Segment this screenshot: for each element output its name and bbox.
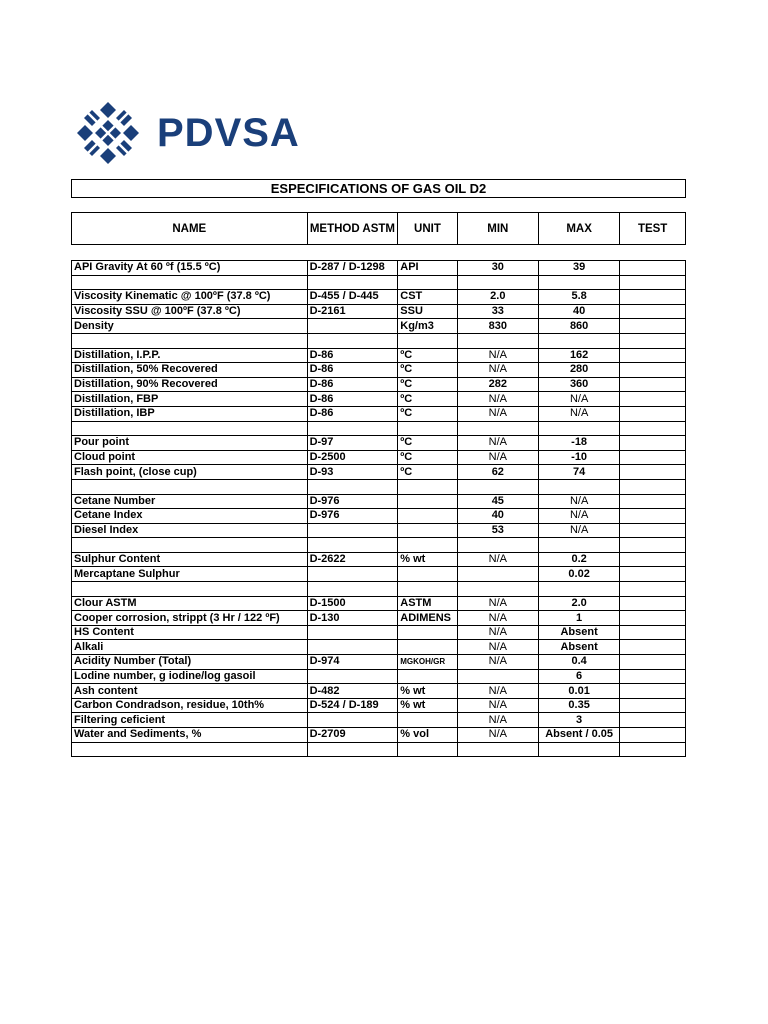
table-row	[72, 450, 686, 465]
cell-max: 0.02	[538, 567, 619, 582]
cell-max	[538, 742, 619, 757]
cell-unit: SSU	[398, 304, 457, 319]
cell-min: N/A	[457, 348, 538, 363]
cell-max: 1	[538, 611, 619, 626]
cell-max: N/A	[538, 406, 619, 421]
cell-max: Absent	[538, 640, 619, 655]
cell-name: Lodine number, g iodine/log gasoil	[72, 669, 308, 684]
cell-test	[620, 596, 686, 611]
cell-name: Density	[72, 319, 308, 334]
cell-max	[538, 333, 619, 348]
cell-unit: ºC	[398, 392, 457, 407]
cell-name: Cetane Index	[72, 509, 308, 524]
cell-name	[72, 333, 308, 348]
cell-test	[620, 567, 686, 582]
cell-min: N/A	[457, 684, 538, 699]
cell-unit	[398, 479, 457, 494]
cell-unit: ºC	[398, 348, 457, 363]
cell-test	[620, 421, 686, 436]
cell-max: -10	[538, 450, 619, 465]
cell-unit	[398, 421, 457, 436]
table-row	[72, 684, 686, 699]
table-row	[72, 421, 686, 436]
cell-name: Carbon Condradson, residue, 10th%	[72, 698, 308, 713]
cell-unit: ADIMENS	[398, 611, 457, 626]
table-row	[72, 567, 686, 582]
cell-min: N/A	[457, 436, 538, 451]
header-unit: UNIT	[398, 213, 457, 245]
cell-min: N/A	[457, 640, 538, 655]
cell-min	[457, 582, 538, 597]
table-row	[72, 640, 686, 655]
cell-name	[72, 479, 308, 494]
table-row	[72, 728, 686, 743]
cell-test	[620, 261, 686, 276]
cell-min: N/A	[457, 728, 538, 743]
header-table	[71, 212, 686, 245]
cell-unit: MGKOH/GR	[398, 655, 457, 670]
cell-min: 45	[457, 494, 538, 509]
pdvsa-emblem-icon	[77, 102, 139, 164]
cell-test	[620, 304, 686, 319]
cell-max: 0.4	[538, 655, 619, 670]
cell-min	[457, 421, 538, 436]
cell-name: Cloud point	[72, 450, 308, 465]
cell-min: 53	[457, 523, 538, 538]
cell-min: N/A	[457, 611, 538, 626]
cell-method: D-2161	[307, 304, 398, 319]
cell-unit	[398, 713, 457, 728]
cell-unit: ASTM	[398, 596, 457, 611]
cell-name: Cooper corrosion, strippt (3 Hr / 122 ºF)	[72, 611, 308, 626]
cell-name: Distillation, I.P.P.	[72, 348, 308, 363]
cell-method	[307, 538, 398, 553]
cell-max: 39	[538, 261, 619, 276]
cell-test	[620, 436, 686, 451]
cell-name: Distillation, IBP	[72, 406, 308, 421]
cell-method	[307, 275, 398, 290]
table-row	[72, 319, 686, 334]
cell-unit	[398, 523, 457, 538]
table-row	[72, 582, 686, 597]
cell-test	[620, 509, 686, 524]
table-row	[72, 509, 686, 524]
cell-name	[72, 538, 308, 553]
cell-method: D-86	[307, 348, 398, 363]
cell-unit	[398, 494, 457, 509]
header-max: MAX	[538, 213, 619, 245]
cell-min: 33	[457, 304, 538, 319]
cell-test	[620, 275, 686, 290]
cell-test	[620, 377, 686, 392]
cell-min: N/A	[457, 698, 538, 713]
table-row	[72, 348, 686, 363]
cell-unit: ºC	[398, 363, 457, 378]
cell-min: 30	[457, 261, 538, 276]
cell-name	[72, 582, 308, 597]
cell-name	[72, 742, 308, 757]
table-row	[72, 611, 686, 626]
cell-name: Alkali	[72, 640, 308, 655]
spec-table-body	[72, 261, 686, 757]
cell-test	[620, 625, 686, 640]
cell-test	[620, 333, 686, 348]
cell-test	[620, 713, 686, 728]
cell-max: -18	[538, 436, 619, 451]
table-row	[72, 713, 686, 728]
cell-min: N/A	[457, 596, 538, 611]
table-row	[72, 363, 686, 378]
cell-min	[457, 333, 538, 348]
cell-max: 5.8	[538, 290, 619, 305]
cell-max: N/A	[538, 494, 619, 509]
cell-unit: API	[398, 261, 457, 276]
cell-min: N/A	[457, 406, 538, 421]
table-row	[72, 625, 686, 640]
table-row	[72, 596, 686, 611]
cell-test	[620, 640, 686, 655]
cell-method	[307, 523, 398, 538]
cell-name: Filtering ceficient	[72, 713, 308, 728]
cell-method: D-2500	[307, 450, 398, 465]
cell-min: N/A	[457, 450, 538, 465]
cell-name: HS Content	[72, 625, 308, 640]
cell-min	[457, 538, 538, 553]
spec-table	[71, 260, 686, 757]
cell-test	[620, 348, 686, 363]
cell-unit: ºC	[398, 436, 457, 451]
cell-max: 280	[538, 363, 619, 378]
cell-method	[307, 669, 398, 684]
table-row	[72, 275, 686, 290]
cell-test	[620, 290, 686, 305]
cell-test	[620, 552, 686, 567]
cell-min	[457, 669, 538, 684]
cell-max: N/A	[538, 523, 619, 538]
cell-test	[620, 319, 686, 334]
cell-unit	[398, 333, 457, 348]
table-row	[72, 465, 686, 480]
table-row	[72, 479, 686, 494]
cell-max: 162	[538, 348, 619, 363]
cell-unit	[398, 509, 457, 524]
table-row	[72, 406, 686, 421]
cell-name: Distillation, FBP	[72, 392, 308, 407]
cell-method: D-86	[307, 377, 398, 392]
header-method: METHOD ASTM	[307, 213, 398, 245]
cell-method: D-86	[307, 406, 398, 421]
cell-max: 860	[538, 319, 619, 334]
cell-unit: ºC	[398, 377, 457, 392]
cell-min: N/A	[457, 655, 538, 670]
cell-test	[620, 684, 686, 699]
cell-min	[457, 479, 538, 494]
cell-unit: % wt	[398, 552, 457, 567]
cell-min: 62	[457, 465, 538, 480]
cell-min: 830	[457, 319, 538, 334]
cell-test	[620, 450, 686, 465]
cell-method	[307, 640, 398, 655]
cell-max: Absent / 0.05	[538, 728, 619, 743]
cell-name: Distillation, 50% Recovered	[72, 363, 308, 378]
table-row	[72, 669, 686, 684]
cell-name	[72, 421, 308, 436]
cell-test	[620, 538, 686, 553]
cell-max	[538, 538, 619, 553]
cell-name: Ash content	[72, 684, 308, 699]
cell-test	[620, 611, 686, 626]
cell-test	[620, 479, 686, 494]
cell-max: N/A	[538, 509, 619, 524]
cell-method: D-86	[307, 363, 398, 378]
cell-max	[538, 582, 619, 597]
cell-min: 282	[457, 377, 538, 392]
cell-unit: % wt	[398, 698, 457, 713]
pdvsa-logo	[77, 102, 300, 164]
cell-name: Sulphur Content	[72, 552, 308, 567]
table-row	[72, 494, 686, 509]
cell-name	[72, 275, 308, 290]
cell-max	[538, 479, 619, 494]
table-row	[72, 523, 686, 538]
cell-min: 40	[457, 509, 538, 524]
cell-method: D-97	[307, 436, 398, 451]
table-row	[72, 655, 686, 670]
cell-max: 0.35	[538, 698, 619, 713]
cell-test	[620, 523, 686, 538]
table-row	[72, 436, 686, 451]
table-row	[72, 377, 686, 392]
cell-method	[307, 742, 398, 757]
cell-unit	[398, 567, 457, 582]
cell-name: Clour ASTM	[72, 596, 308, 611]
cell-test	[620, 728, 686, 743]
cell-max	[538, 421, 619, 436]
table-row	[72, 261, 686, 276]
cell-max: N/A	[538, 392, 619, 407]
cell-name: Mercaptane Sulphur	[72, 567, 308, 582]
cell-method	[307, 421, 398, 436]
cell-test	[620, 465, 686, 480]
cell-test	[620, 363, 686, 378]
cell-min: 2.0	[457, 290, 538, 305]
cell-test	[620, 655, 686, 670]
cell-unit: ºC	[398, 406, 457, 421]
cell-min	[457, 742, 538, 757]
cell-name: Flash point, (close cup)	[72, 465, 308, 480]
cell-test	[620, 669, 686, 684]
cell-unit: Kg/m3	[398, 319, 457, 334]
cell-test	[620, 742, 686, 757]
header-test: TEST	[620, 213, 686, 245]
cell-method: D-524 / D-189	[307, 698, 398, 713]
cell-method: D-86	[307, 392, 398, 407]
table-row	[72, 333, 686, 348]
cell-name: Acidity Number (Total)	[72, 655, 308, 670]
cell-method: D-974	[307, 655, 398, 670]
cell-max: 0.01	[538, 684, 619, 699]
cell-unit: % vol	[398, 728, 457, 743]
cell-max	[538, 275, 619, 290]
cell-method: D-482	[307, 684, 398, 699]
cell-unit	[398, 669, 457, 684]
cell-name: API Gravity At 60 ºf (15.5 ºC)	[72, 261, 308, 276]
document-title: ESPECIFICATIONS OF GAS OIL D2	[71, 179, 686, 198]
cell-method: D-1500	[307, 596, 398, 611]
cell-method	[307, 479, 398, 494]
cell-test	[620, 392, 686, 407]
cell-method: D-2622	[307, 552, 398, 567]
cell-max: 2.0	[538, 596, 619, 611]
table-row	[72, 552, 686, 567]
cell-method: D-976	[307, 509, 398, 524]
cell-max: 0.2	[538, 552, 619, 567]
cell-max: 74	[538, 465, 619, 480]
cell-max: 6	[538, 669, 619, 684]
cell-test	[620, 698, 686, 713]
table-row	[72, 304, 686, 319]
cell-unit: ºC	[398, 450, 457, 465]
table-row	[72, 742, 686, 757]
cell-method: D-130	[307, 611, 398, 626]
cell-method: D-976	[307, 494, 398, 509]
cell-min: N/A	[457, 363, 538, 378]
cell-name: Pour point	[72, 436, 308, 451]
table-row	[72, 392, 686, 407]
cell-method	[307, 625, 398, 640]
cell-name: Diesel Index	[72, 523, 308, 538]
cell-min	[457, 275, 538, 290]
cell-method: D-287 / D-1298	[307, 261, 398, 276]
cell-unit	[398, 742, 457, 757]
cell-unit	[398, 640, 457, 655]
cell-unit: ºC	[398, 465, 457, 480]
logo-wordmark: PDVSA	[157, 111, 300, 155]
cell-max: 40	[538, 304, 619, 319]
cell-method	[307, 582, 398, 597]
cell-method	[307, 713, 398, 728]
cell-method: D-455 / D-445	[307, 290, 398, 305]
cell-test	[620, 582, 686, 597]
cell-unit	[398, 275, 457, 290]
table-row	[72, 698, 686, 713]
cell-method	[307, 567, 398, 582]
cell-name: Water and Sediments, %	[72, 728, 308, 743]
cell-name: Distillation, 90% Recovered	[72, 377, 308, 392]
cell-min	[457, 567, 538, 582]
header-min: MIN	[457, 213, 538, 245]
cell-max: Absent	[538, 625, 619, 640]
cell-method: D-93	[307, 465, 398, 480]
cell-test	[620, 494, 686, 509]
cell-unit	[398, 625, 457, 640]
cell-name: Cetane Number	[72, 494, 308, 509]
cell-name: Viscosity Kinematic @ 100ºF (37.8 ºC)	[72, 290, 308, 305]
cell-min: N/A	[457, 392, 538, 407]
cell-unit	[398, 538, 457, 553]
cell-unit: % wt	[398, 684, 457, 699]
cell-test	[620, 406, 686, 421]
table-row	[72, 538, 686, 553]
table-row	[72, 290, 686, 305]
cell-max: 360	[538, 377, 619, 392]
cell-name: Viscosity SSU @ 100ºF (37.8 ºC)	[72, 304, 308, 319]
cell-method	[307, 319, 398, 334]
cell-unit	[398, 582, 457, 597]
header-row	[72, 213, 686, 245]
cell-method: D-2709	[307, 728, 398, 743]
cell-max: 3	[538, 713, 619, 728]
cell-min: N/A	[457, 552, 538, 567]
cell-unit: CST	[398, 290, 457, 305]
cell-min: N/A	[457, 625, 538, 640]
cell-min: N/A	[457, 713, 538, 728]
cell-method	[307, 333, 398, 348]
header-name: NAME	[72, 213, 308, 245]
